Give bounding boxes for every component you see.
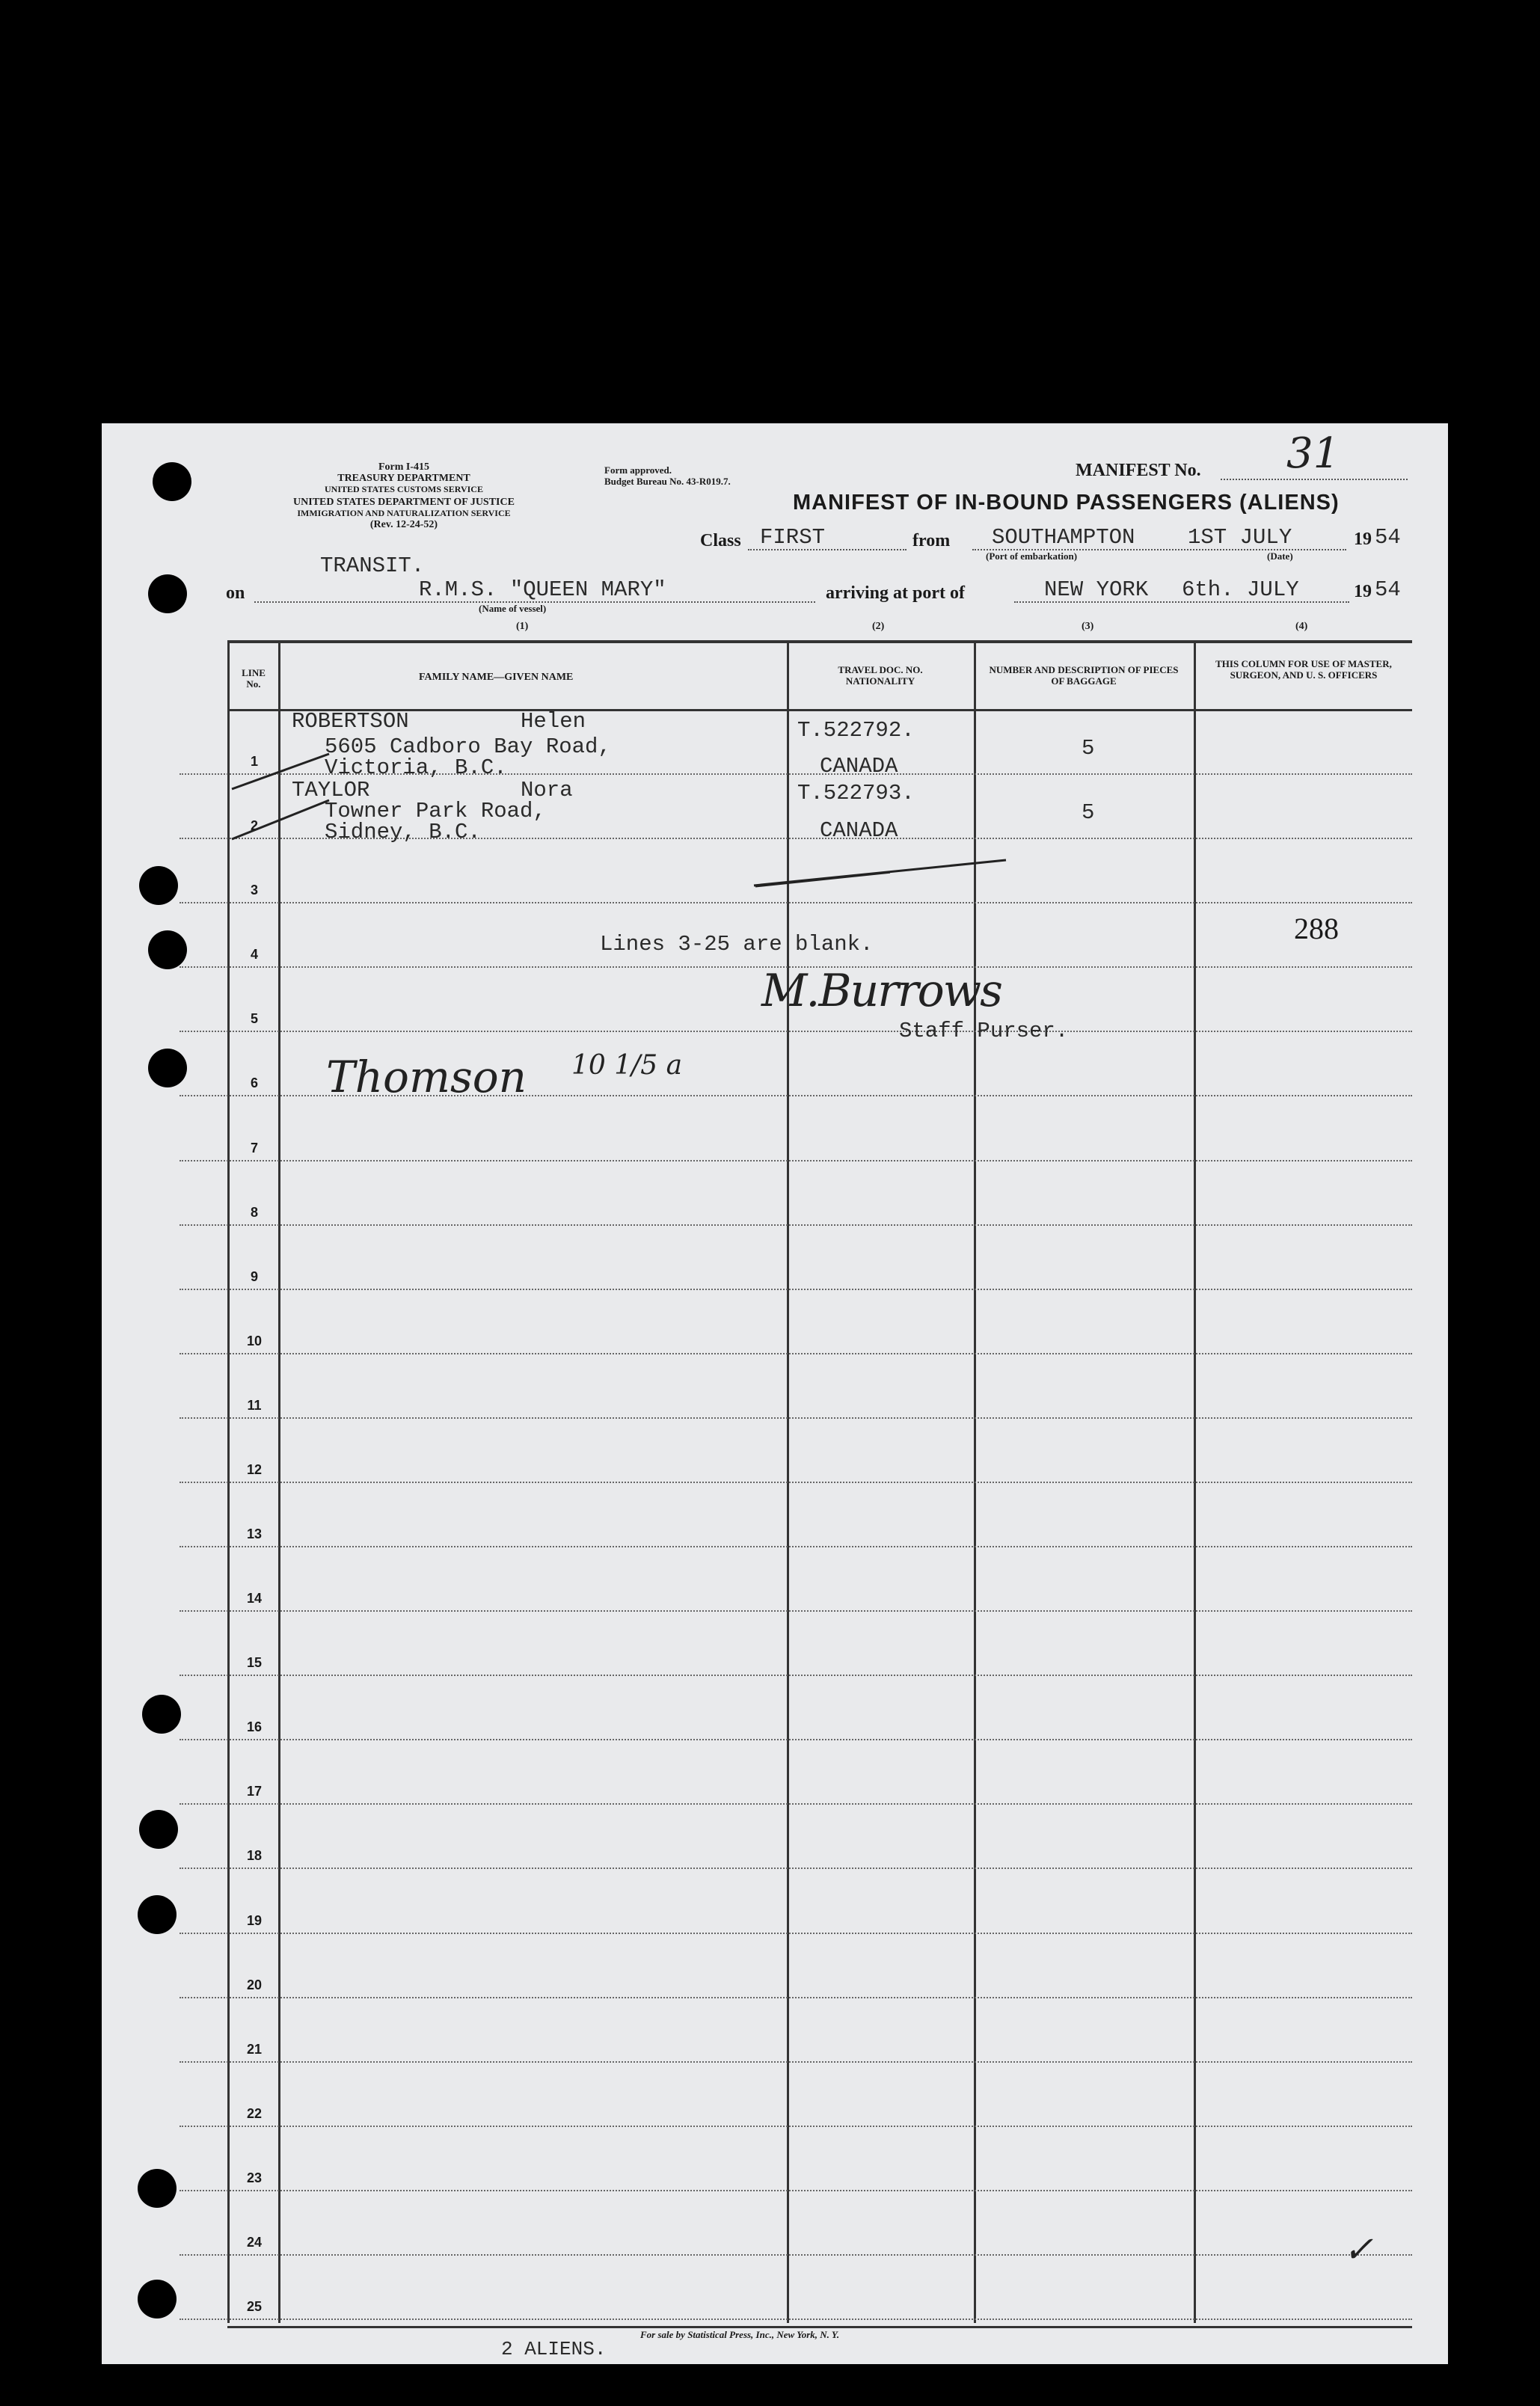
vessel-caption: (Name of vessel) <box>479 603 547 614</box>
inspector-signature: Thomson <box>326 1052 527 1102</box>
table-row-rule <box>180 1031 1412 1032</box>
table-row-rule <box>180 2318 1412 2320</box>
line-number: 10 <box>246 1333 263 1348</box>
line-number: 14 <box>246 1591 263 1606</box>
header-travel-doc: TRAVEL DOC. NO. NATIONALITY <box>838 664 923 687</box>
vessel-name: R.M.S. "QUEEN MARY" <box>419 577 666 602</box>
line-number: 6 <box>250 1075 258 1091</box>
binder-hole <box>138 2280 177 2318</box>
binder-hole <box>148 1049 187 1087</box>
binder-hole <box>138 2169 177 2208</box>
aliens-total: 2 ALIENS. <box>501 2338 607 2360</box>
embark-year-prefix: 19 <box>1354 530 1372 549</box>
arriving-label: arriving at port of <box>826 583 965 603</box>
table-row-rule <box>180 2061 1412 2063</box>
budget-approval <box>604 464 731 487</box>
class-value: FIRST <box>760 525 826 550</box>
table-row-rule <box>180 1803 1412 1805</box>
manifest-no-label: MANIFEST No. <box>1076 461 1201 480</box>
inspector-time: 10 1/5 a <box>571 1050 683 1081</box>
line-number: 9 <box>250 1268 258 1284</box>
header-officers: THIS COLUMN FOR USE OF MASTER, SURGEON, AND U. S. OFFICERS <box>1215 658 1392 681</box>
binder-hole <box>138 1895 177 1934</box>
purser-signature: M.Burrows <box>761 965 1001 1017</box>
line-number: 2 <box>250 818 258 834</box>
budget-bureau-label: Budget Bureau No. 43-R019.7. <box>604 476 731 487</box>
passenger-given-name: Helen <box>521 709 586 734</box>
manifest-no-line <box>1221 479 1408 480</box>
passenger-baggage: 5 <box>1082 736 1095 761</box>
table-row-rule <box>180 1224 1412 1226</box>
form-header-agency <box>224 461 583 530</box>
table-row-rule <box>180 1675 1412 1676</box>
line-number: 11 <box>247 1397 262 1413</box>
column-number: (2) <box>872 621 885 632</box>
binder-hole <box>139 866 178 905</box>
passenger-nationality: CANADA <box>820 818 898 843</box>
line-number: 22 <box>246 2105 263 2121</box>
line-number: 21 <box>246 2041 263 2057</box>
binder-hole <box>153 462 191 501</box>
arrival-date: 6th. JULY <box>1182 577 1299 602</box>
embark-date: 1ST JULY <box>1188 525 1292 550</box>
column-number: (3) <box>1082 621 1094 632</box>
table-row-rule <box>180 2254 1412 2256</box>
table-row-rule <box>180 2126 1412 2127</box>
officer-checkmark: ✓ <box>1343 2229 1374 2271</box>
arrival-year-prefix: 19 <box>1354 582 1372 601</box>
line-number: 20 <box>246 1977 263 1992</box>
embark-year: 54 <box>1375 525 1401 550</box>
line-number: 12 <box>246 1461 263 1477</box>
column-number: (1) <box>516 621 529 632</box>
binder-hole <box>148 930 187 969</box>
form-approved-label: Form approved. <box>604 464 672 476</box>
passenger-doc-no: T.522793. <box>797 781 915 805</box>
transit-note: TRANSIT. <box>320 553 425 578</box>
binder-hole <box>139 1810 178 1849</box>
line-number: 16 <box>246 1719 263 1735</box>
line-number: 4 <box>250 947 258 963</box>
line-number: 17 <box>246 1784 263 1799</box>
passenger-family-name: TAYLOR <box>292 778 370 802</box>
arrival-year: 54 <box>1375 577 1401 602</box>
purser-title: Staff Purser. <box>899 1019 1069 1043</box>
embark-port: SOUTHAMPTON <box>992 525 1135 550</box>
passenger-address-2: Victoria, B.C. <box>325 755 507 780</box>
table-row-rule <box>180 1353 1412 1354</box>
passenger-nationality: CANADA <box>820 754 898 779</box>
passenger-given-name: Nora <box>521 778 573 802</box>
line-number: 3 <box>250 883 258 898</box>
line-number: 1 <box>250 754 258 770</box>
passenger-address-2: Sidney, B.C. <box>325 820 481 844</box>
line-number: 15 <box>246 1655 263 1671</box>
column-number: (4) <box>1295 621 1308 632</box>
line-number: 24 <box>246 2234 263 2250</box>
class-label: Class <box>700 531 741 550</box>
passenger-doc-no: T.522792. <box>797 718 915 743</box>
arrival-port: NEW YORK <box>1044 577 1149 602</box>
table-row-rule <box>180 1289 1412 1290</box>
line-number: 8 <box>250 1204 258 1220</box>
table-row-rule <box>180 1739 1412 1740</box>
justice-label: UNITED STATES DEPARTMENT OF JUSTICE <box>293 497 515 508</box>
line-number: 18 <box>246 1848 263 1864</box>
close-line <box>748 853 1017 897</box>
ins-label: IMMIGRATION AND NATURALIZATION SERVICE <box>297 508 511 518</box>
line-number: 25 <box>246 2299 263 2314</box>
line-number: 23 <box>246 2170 263 2185</box>
line-number: 19 <box>246 1912 263 1928</box>
treasury-label: TREASURY DEPARTMENT <box>337 473 470 484</box>
header-name: FAMILY NAME—GIVEN NAME <box>419 672 574 683</box>
table-row-rule <box>180 2190 1412 2191</box>
page-title: MANIFEST OF IN-BOUND PASSENGERS (ALIENS) <box>793 491 1340 515</box>
header-baggage: NUMBER AND DESCRIPTION OF PIECES OF BAGGAGE <box>989 664 1179 687</box>
passenger-family-name: ROBERTSON <box>292 709 409 734</box>
passenger-address-1: Towner Park Road, <box>325 799 546 823</box>
line-number: 5 <box>250 1011 258 1027</box>
customs-label: UNITED STATES CUSTOMS SERVICE <box>325 484 483 494</box>
line-number: 7 <box>250 1140 258 1156</box>
table-row-rule <box>180 1482 1412 1483</box>
header-line-no: LINE No. <box>242 667 266 690</box>
printer-note: For sale by Statistical Press, Inc., New York, N. Y. <box>640 2329 840 2340</box>
on-label: on <box>226 583 245 603</box>
table-row-rule <box>180 1997 1412 1998</box>
passenger-baggage: 5 <box>1082 800 1095 825</box>
from-label: from <box>912 531 951 550</box>
port-embarkation-caption: (Port of embarkation) <box>986 550 1078 562</box>
table-row-rule <box>180 1546 1412 1547</box>
line-number: 13 <box>246 1526 263 1542</box>
table-row-rule <box>180 1610 1412 1612</box>
form-number: Form I-415 <box>378 461 430 473</box>
table-row-rule <box>180 1868 1412 1869</box>
table-row-rule <box>180 1417 1412 1419</box>
revision-label: (Rev. 12-24-52) <box>369 519 438 530</box>
passenger-address-1: 5605 Cadboro Bay Road, <box>325 734 611 759</box>
table-row-rule <box>180 1160 1412 1161</box>
manifest-no-value: 31 <box>1286 429 1340 478</box>
officer-stamp: 288 <box>1294 912 1339 945</box>
blank-lines-note: Lines 3-25 are blank. <box>600 932 874 957</box>
binder-hole <box>148 574 187 613</box>
binder-hole <box>142 1695 181 1734</box>
date-caption: (Date) <box>1267 550 1293 562</box>
table-row-rule <box>180 1933 1412 1934</box>
table-row-rule <box>180 902 1412 903</box>
